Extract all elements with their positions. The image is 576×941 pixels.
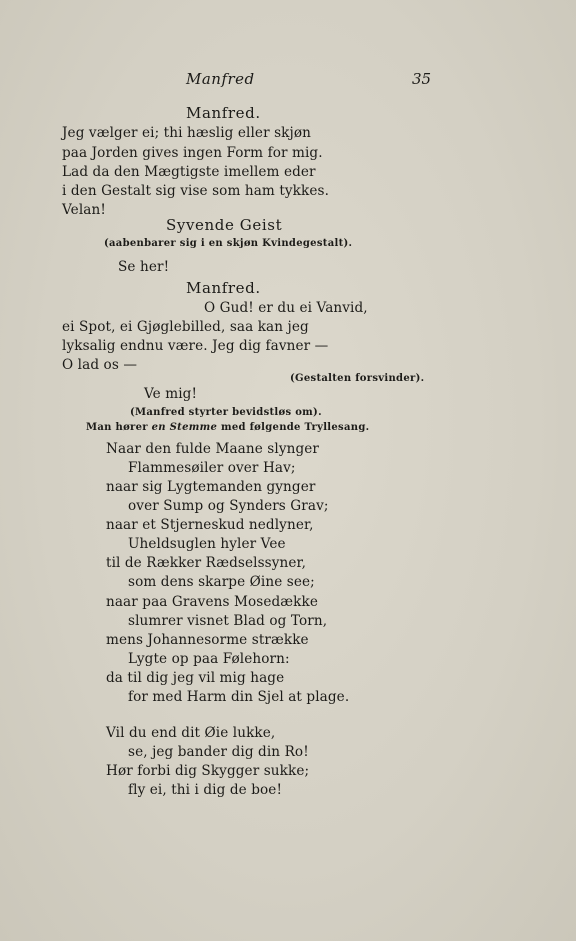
running-header-title: Manfred — [186, 70, 255, 88]
song-line: for med Harm din Sjel at plage. — [128, 689, 350, 705]
song-line: naar sig Lygtemanden gynger — [106, 479, 316, 495]
stage-direction: (aabenbarer sig i en skjøn Kvindegestalt). — [104, 238, 353, 249]
verse-line: Lad da den Mægtigste imellem eder — [62, 164, 316, 180]
song-line: Lygte op paa Følehorn: — [128, 651, 290, 667]
verse-line: Velan! — [62, 202, 106, 218]
song-line: naar et Stjerneskud nedlyner, — [106, 517, 314, 533]
verse-line: ei Spot, ei Gjøglebilled, saa kan jeg — [62, 319, 309, 335]
verse-line: i den Gestalt sig vise som ham tykkes. — [62, 183, 329, 199]
stage-direction: (Manfred styrter bevidstløs om). — [130, 407, 322, 418]
verse-line: lyksalig endnu være. Jeg dig favner — — [62, 338, 329, 354]
speaker-heading: Manfred. — [186, 279, 261, 297]
page-number: 35 — [412, 70, 432, 88]
verse-line: Jeg vælger ei; thi hæslig eller skjøn — [62, 125, 311, 141]
verse-line: O Gud! er du ei Vanvid, — [204, 300, 368, 316]
song-line: mens Johannesorme strække — [106, 632, 309, 648]
song-line: Naar den fulde Maane slynger — [106, 441, 319, 457]
song-line: slumrer visnet Blad og Torn, — [128, 613, 328, 629]
speaker-heading: Manfred. — [186, 104, 261, 122]
stage-direction: (Gestalten forsvinder). — [290, 373, 425, 384]
song-line: som dens skarpe Øine see; — [128, 574, 315, 590]
speaker-heading: Syvende Geist — [166, 216, 283, 234]
verse-line: Se her! — [118, 259, 170, 275]
song-line: Flammesøiler over Hav; — [128, 460, 296, 476]
verse-line: O lad os — — [62, 357, 138, 373]
song-line: da til dig jeg vil mig hage — [106, 670, 285, 686]
song-line: fly ei, thi i dig de boe! — [128, 782, 283, 798]
stage-direction: Man hører en Stemme med følgende Tryllesang. — [86, 422, 370, 433]
verse-line: paa Jorden gives ingen Form for mig. — [62, 145, 323, 161]
song-line: Vil du end dit Øie lukke, — [106, 725, 276, 741]
song-line: Hør forbi dig Skygger sukke; — [106, 763, 310, 779]
song-line: Uheldsuglen hyler Vee — [128, 536, 286, 552]
verse-line: Ve mig! — [144, 386, 198, 402]
song-line: til de Rækker Rædselssyner, — [106, 555, 307, 571]
song-line: se, jeg bander dig din Ro! — [128, 744, 309, 760]
song-line: naar paa Gravens Mosedække — [106, 594, 318, 610]
song-line: over Sump og Synders Grav; — [128, 498, 329, 514]
